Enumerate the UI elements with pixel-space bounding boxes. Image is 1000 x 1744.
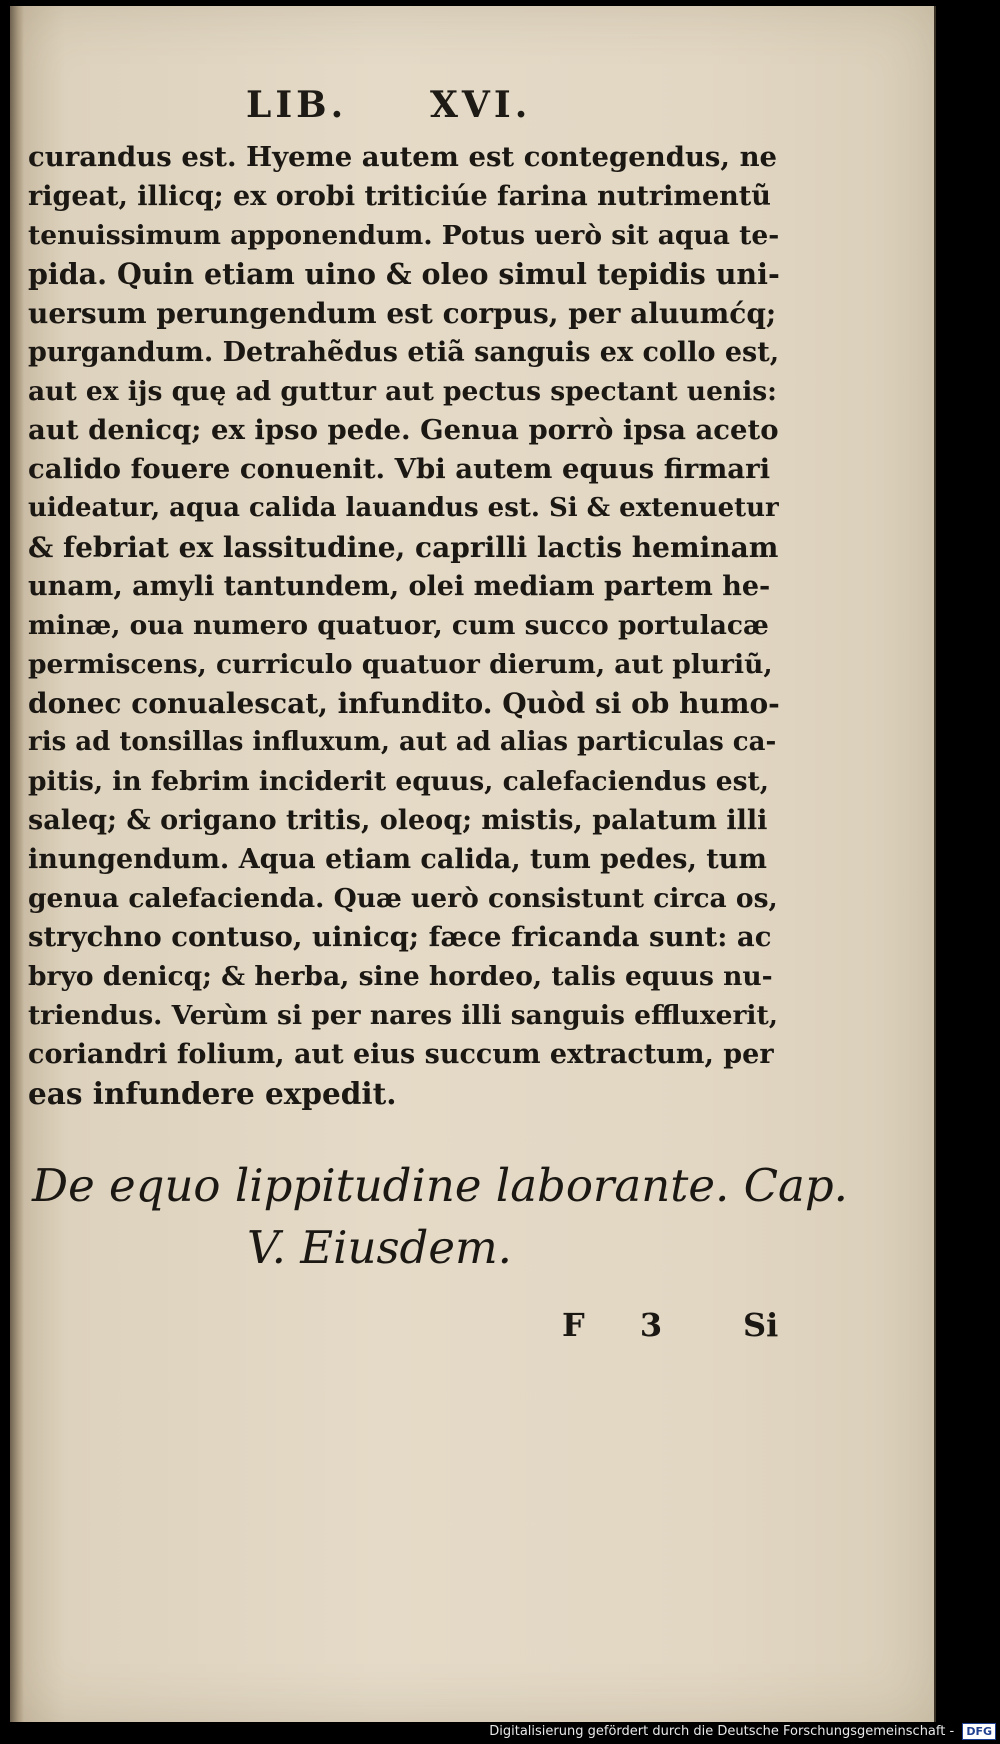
chapter-heading [32, 1156, 848, 1280]
running-head-number: XVI. [430, 84, 532, 126]
page-gutter-shadow [10, 6, 24, 1722]
text-line: donec conualescat, infundito. Quòd si ob humo- [28, 687, 780, 720]
text-line: aut denicq; ex ipso pede. Genua porrò ipsa aceto [28, 414, 779, 446]
text-line: coriandri folium, aut eius succum extractum, per [28, 1039, 774, 1070]
chapter-heading-line: V. Eiusdem. [247, 1221, 512, 1274]
text-line: rigeat, illicq; ex orobi triticiúe farina nutrimentũ [28, 181, 771, 212]
text-line: & febriat ex lassitudine, caprilli lactis heminam [28, 531, 779, 564]
catchword: Si [743, 1306, 779, 1344]
text-line: inungendum. Aqua etiam calida, tum pedes, tum [28, 844, 767, 875]
text-line: minæ, oua numero quatuor, cum succo portulacæ [28, 610, 769, 641]
chapter-heading-line: De equo lippitudine laborante. Cap. [32, 1159, 848, 1212]
text-line: genua calefacienda. Quæ uerò consistunt circa os, [28, 883, 778, 914]
text-line: permiscens, curriculo quatuor dierum, aut pluriũ, [28, 649, 773, 680]
text-line: unam, amyli tantundem, olei mediam partem he- [28, 571, 771, 602]
text-line: pitis, in febrim inciderit equus, calefaciendus est, [28, 766, 769, 797]
text-line: calido fouere conuenit. Vbi autem equus firmari [28, 453, 771, 485]
text-line: saleq; & origano tritis, oleoq; mistis, palatum illi [28, 805, 768, 836]
footer-credit: Digitalisierung gefördert durch die Deutsche Forschungsgemeinschaft - [489, 1724, 955, 1739]
running-head [10, 84, 934, 134]
text-line: uideatur, aqua calida lauandus est. Si & extenuetur [28, 493, 779, 523]
book-page [10, 6, 936, 1722]
text-line: strychno contuso, uinicq; fæce fricanda sunt: ac [28, 921, 772, 953]
text-line: ris ad tonsillas influxum, aut ad alias particulas ca- [28, 727, 777, 757]
text-line: uersum perungendum est corpus, per aluumćq; [28, 297, 777, 330]
body-text [28, 138, 780, 1113]
dfg-logo-icon: DFG [962, 1723, 996, 1740]
text-line: bryo denicq; & herba, sine hordeo, talis equus nu- [28, 961, 773, 992]
signature-row [10, 1306, 934, 1356]
text-line: triendus. Verùm si per nares illi sanguis effluxerit, [28, 1000, 778, 1031]
text-line: tenuissimum apponendum. Potus uerò sit aqua te- [28, 220, 780, 251]
digitization-footer [0, 1722, 996, 1742]
running-head-book: LIB. [246, 84, 348, 126]
text-line: purgandum. Detrahẽdus etiã sanguis ex collo est, [28, 337, 780, 368]
signature-mark: F 3 [562, 1306, 685, 1344]
text-line: aut ex ijs quę ad guttur aut pectus spectant uenis: [28, 376, 777, 407]
text-line: pida. Quin etiam uino & oleo simul tepidis uni- [28, 257, 780, 291]
text-line: curandus est. Hyeme autem est contegendus, ne [28, 141, 778, 173]
text-line: eas infundere expedit. [28, 1076, 397, 1111]
